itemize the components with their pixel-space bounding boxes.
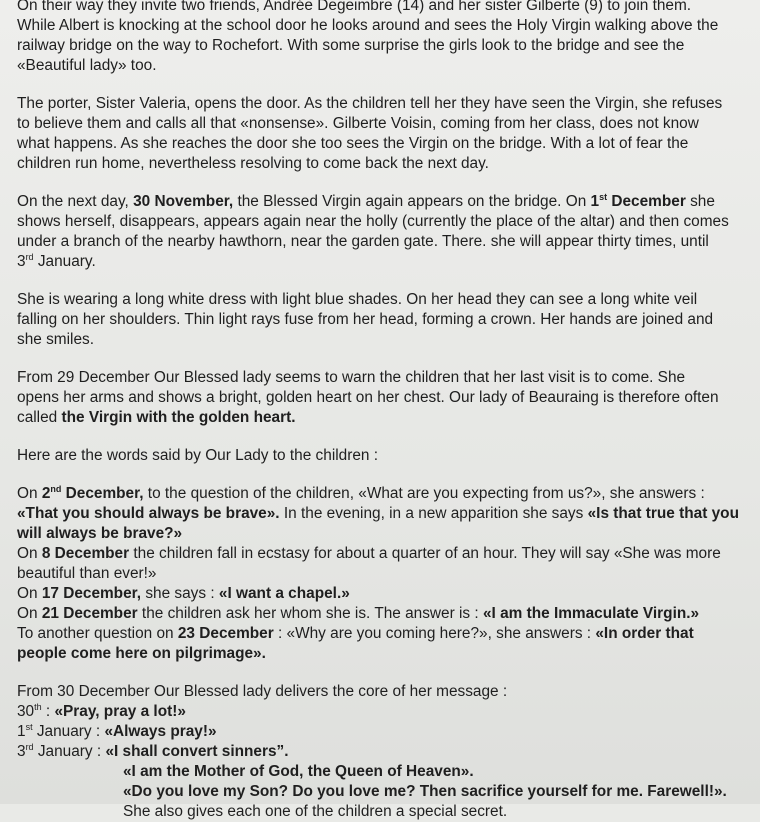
text-line: On 21 December the children ask her whom she is. The answer is : «I am the Immaculate Virgin.» <box>17 605 700 622</box>
paragraph-golden-heart <box>17 368 754 428</box>
text-line: The porter, Sister Valeria, opens the door. As the children tell her they have seen the Virgin, she refuses <box>17 95 723 112</box>
text-line: 1st January : «Always pray!» <box>17 721 217 740</box>
text-line: she smiles. <box>17 331 94 348</box>
text-line: On their way they invite two friends, Andrée Degeimbre (14) and her sister Gilberte (9) to join them. <box>17 0 692 14</box>
text-line: On 17 December, she says : «I want a chapel.» <box>17 585 350 602</box>
text-line: Here are the words said by Our Lady to the children : <box>17 447 379 464</box>
paragraph-invitation <box>17 0 754 76</box>
text-line: From 29 December Our Blessed lady seems to warn the children that her last visit is to come. She <box>17 369 686 386</box>
text-line: 3rd January. <box>17 251 96 270</box>
text-line: what happens. As she reaches the door she too sees the Virgin on the bridge. With a lot of fear the <box>17 135 689 152</box>
text-line: From 30 December Our Blessed lady delivers the core of her message : <box>17 683 508 700</box>
text-line: railway bridge on the way to Rochefort. With some surprise the girls look to the bridge and see the <box>17 37 685 54</box>
text-line: While Albert is knocking at the school door he looks around and sees the Holy Virgin walking above the <box>17 17 719 34</box>
text-line: «I am the Mother of God, the Queen of Heaven». <box>123 763 474 780</box>
text-line: will always be brave?» <box>17 525 183 542</box>
text-line: falling on her shoulders. Thin light rays fuse from her head, forming a crown. Her hands are joined and <box>17 311 714 328</box>
text-line: «Beautiful lady» too. <box>17 57 157 74</box>
text-line: people come here on pilgrimage». <box>17 645 266 662</box>
text-line: She also gives each one of the children a special secret. <box>123 803 508 820</box>
paragraph-core-message <box>17 682 754 822</box>
text-line: beautiful than ever!» <box>17 565 157 582</box>
text-line: shows herself, disappears, appears again near the holly (currently the place of the altar) and then comes <box>17 213 729 230</box>
text-line: She is wearing a long white dress with light blue shades. On her head they can see a long white veil <box>17 291 698 308</box>
text-line: «That you should always be brave». In the evening, in a new apparition she says «Is that true that you <box>17 505 739 522</box>
text-line: 30th : «Pray, pray a lot!» <box>17 701 186 720</box>
text-line: opens her arms and shows a bright, golden heart on her chest. Our lady of Beauraing is therefore often <box>17 389 719 406</box>
text-line: On 2nd December, to the question of the children, «What are you expecting from us?», she answers : <box>17 483 705 502</box>
paragraph-appearance <box>17 290 754 350</box>
paragraph-next-day <box>17 192 754 272</box>
text-line: To another question on 23 December : «Why are you coming here?», she answers : «In order that <box>17 625 694 642</box>
text-line: called the Virgin with the golden heart. <box>17 409 296 426</box>
text-line: 3rd January : «I shall convert sinners”. <box>17 741 289 760</box>
text-line: under a branch of the nearby hawthorn, near the garden gate. There. she will appear thirty times, until <box>17 233 709 250</box>
paragraph-porter <box>17 94 754 174</box>
text-line: «Do you love my Son? Do you love me? Then sacrifice yourself for me. Farewell!». <box>123 783 727 800</box>
paragraph-words-intro <box>17 446 754 466</box>
text-line: On 8 December the children fall in ecstasy for about a quarter of an hour. They will say «She was more <box>17 545 721 562</box>
paragraph-dialogues <box>17 484 754 664</box>
text-line: On the next day, 30 November, the Blessed Virgin again appears on the bridge. On 1st December she <box>17 191 715 210</box>
text-line: to believe them and calls all that «nonsense». Gilberte Voisin, coming from her class, does not know <box>17 115 699 132</box>
text-line: children run home, nevertheless resolving to come back the next day. <box>17 155 489 172</box>
